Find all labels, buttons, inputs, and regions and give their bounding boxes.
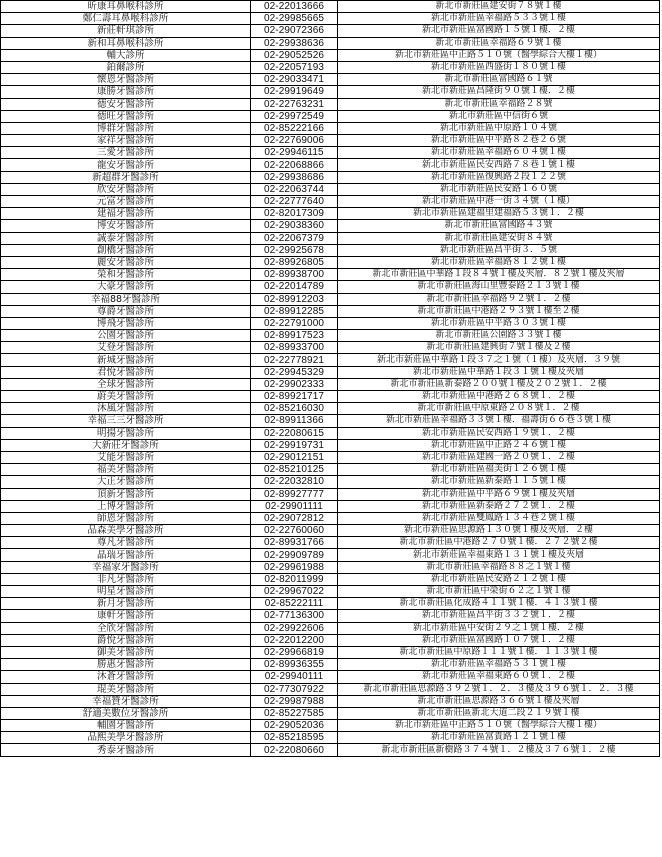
address-cell: 新北市新莊區富國路１５號１樓．２樓 — [338, 25, 660, 37]
table-row — [1, 732, 660, 744]
phone-cell: 02-29922606 — [251, 622, 338, 634]
clinic-name-cell: 上博牙醫診所 — [1, 500, 251, 512]
table-row — [1, 354, 660, 366]
address-cell: 新北市新莊區新樹路３７４號１．２樓及３７６號１．２樓 — [338, 744, 660, 756]
phone-cell: 02-29946115 — [251, 147, 338, 159]
address-cell: 新北市新莊區公園路３３號１樓 — [338, 330, 660, 342]
table-row — [1, 598, 660, 610]
clinic-name-cell: 新和耳鼻喉科診所 — [1, 37, 251, 49]
phone-cell: 02-85222111 — [251, 598, 338, 610]
table-row — [1, 695, 660, 707]
table-row — [1, 586, 660, 598]
table-row — [1, 342, 660, 354]
table-row — [1, 439, 660, 451]
address-cell: 新北市新莊區幸福路８１２號１樓 — [338, 256, 660, 268]
address-cell: 新北市新莊區復興路２段１２２號 — [338, 171, 660, 183]
phone-cell: 02-29925678 — [251, 244, 338, 256]
clinic-name-cell: 秀泰牙醫診所 — [1, 744, 251, 756]
clinic-name-cell: 三愛牙醫診所 — [1, 147, 251, 159]
phone-cell: 02-22032810 — [251, 476, 338, 488]
address-cell: 新北市新莊區中信街６號 — [338, 110, 660, 122]
table-row — [1, 378, 660, 390]
phone-cell: 02-89921717 — [251, 391, 338, 403]
address-cell: 新北市新莊區幸福路８８之１號１樓 — [338, 561, 660, 573]
clinic-name-cell: 公園牙醫診所 — [1, 330, 251, 342]
table-row — [1, 208, 660, 220]
table-row — [1, 622, 660, 634]
clinic-name-cell: 師恩牙醫診所 — [1, 512, 251, 524]
phone-cell: 02-22778921 — [251, 354, 338, 366]
clinic-name-cell: 艾能牙醫診所 — [1, 451, 251, 463]
table-row — [1, 659, 660, 671]
table-row — [1, 403, 660, 415]
phone-cell: 02-85216030 — [251, 403, 338, 415]
phone-cell: 02-22063744 — [251, 183, 338, 195]
clinic-name-cell: 昕康耳鼻喉科診所 — [1, 1, 251, 13]
table-row — [1, 110, 660, 122]
clinic-name-cell: 頂新牙醫診所 — [1, 488, 251, 500]
clinic-name-cell: 御美牙醫診所 — [1, 646, 251, 658]
table-row — [1, 183, 660, 195]
phone-cell: 02-29985665 — [251, 13, 338, 25]
phone-cell: 02-89938700 — [251, 269, 338, 281]
phone-cell: 02-22014789 — [251, 281, 338, 293]
table-row — [1, 61, 660, 73]
address-cell: 新北市新莊區民安路１６０號 — [338, 183, 660, 195]
clinic-name-cell: 全球牙醫診所 — [1, 378, 251, 390]
table-row — [1, 37, 660, 49]
phone-cell: 02-29012151 — [251, 451, 338, 463]
table-row — [1, 330, 660, 342]
clinic-name-cell: 幸福88牙醫診所 — [1, 293, 251, 305]
clinic-name-cell: 福美牙醫診所 — [1, 464, 251, 476]
clinic-name-cell: 沐蒼牙醫診所 — [1, 671, 251, 683]
table-row — [1, 171, 660, 183]
address-cell: 新北市新莊區中港路２６８號１．２樓 — [338, 391, 660, 403]
address-cell: 新北市新莊區新泰路２００號１樓及２０２號１．２樓 — [338, 378, 660, 390]
clinic-name-cell: 博飛牙醫診所 — [1, 317, 251, 329]
table-row — [1, 391, 660, 403]
clinic-name-cell: 明揚牙醫診所 — [1, 427, 251, 439]
phone-cell: 02-85218595 — [251, 732, 338, 744]
address-cell: 新北市新莊區民安路２１２號１樓 — [338, 573, 660, 585]
table-row — [1, 525, 660, 537]
clinic-name-cell: 品森美學牙醫診所 — [1, 525, 251, 537]
clinic-name-cell: 康軒牙醫診所 — [1, 610, 251, 622]
phone-cell: 02-29945329 — [251, 366, 338, 378]
table-row — [1, 512, 660, 524]
table-row — [1, 476, 660, 488]
phone-cell: 02-29987988 — [251, 695, 338, 707]
phone-cell: 02-29919649 — [251, 86, 338, 98]
address-cell: 新北市新莊區海山里豐泰路２１３號１樓 — [338, 281, 660, 293]
clinic-name-cell: 舒適美數位牙醫診所 — [1, 707, 251, 719]
phone-cell: 02-22068866 — [251, 159, 338, 171]
clinic-name-cell: 輔大診所 — [1, 49, 251, 61]
phone-cell: 02-29052036 — [251, 720, 338, 732]
clinic-name-cell: 輔園牙醫診所 — [1, 720, 251, 732]
address-cell: 新北市新莊區中華路１段３１號１樓及夾層 — [338, 366, 660, 378]
table-row — [1, 135, 660, 147]
phone-cell: 02-29967022 — [251, 586, 338, 598]
clinic-name-cell: 博安牙醫診所 — [1, 220, 251, 232]
clinic-name-cell: 晶瑞牙醫診所 — [1, 549, 251, 561]
phone-cell: 02-29961988 — [251, 561, 338, 573]
clinic-name-cell: 建福牙醫診所 — [1, 208, 251, 220]
address-cell: 新北市新莊區幸福路２８號 — [338, 98, 660, 110]
address-cell: 新北市新莊區中正路２４６號１樓 — [338, 439, 660, 451]
table-row — [1, 646, 660, 658]
table-row — [1, 573, 660, 585]
table-row — [1, 196, 660, 208]
clinic-name-cell: 元富牙醫診所 — [1, 196, 251, 208]
clinic-name-cell: 大正牙醫診所 — [1, 476, 251, 488]
clinic-name-cell: 品熙美學牙醫診所 — [1, 732, 251, 744]
address-cell: 新北市新莊區建安街８４號 — [338, 232, 660, 244]
clinic-name-cell: 沐風牙醫診所 — [1, 403, 251, 415]
table-row — [1, 427, 660, 439]
phone-cell: 02-29072366 — [251, 25, 338, 37]
address-cell: 新北市新莊區新泰路２７２號１．２樓 — [338, 500, 660, 512]
address-cell: 新北市新莊區民安西路７８巷１號１樓 — [338, 159, 660, 171]
table-row — [1, 561, 660, 573]
address-cell: 新北市新莊區富國路４３號 — [338, 220, 660, 232]
address-cell: 新北市新莊區思源路３９２號１．２．３樓及３９６號１．２．３樓 — [338, 683, 660, 695]
address-cell: 新北市新莊區昌平街３．５號 — [338, 244, 660, 256]
phone-cell: 02-85222166 — [251, 122, 338, 134]
address-cell: 新北市新莊區建國一路２０號１．２樓 — [338, 451, 660, 463]
clinic-name-cell: 欣安牙醫診所 — [1, 183, 251, 195]
clinic-name-cell: 君悅牙醫診所 — [1, 366, 251, 378]
table-row — [1, 147, 660, 159]
address-cell: 新北市新莊區西盛街１８０號１樓 — [338, 61, 660, 73]
table-row — [1, 13, 660, 25]
table-row — [1, 25, 660, 37]
clinic-name-cell: 非凡牙醫診所 — [1, 573, 251, 585]
address-cell: 新北市新莊區富國路１０７號１．２樓 — [338, 634, 660, 646]
phone-cell: 02-82017309 — [251, 208, 338, 220]
clinic-name-cell: 明星牙醫診所 — [1, 586, 251, 598]
table-row — [1, 256, 660, 268]
clinic-name-cell: 鉑爾診所 — [1, 61, 251, 73]
address-cell: 新北市新莊區中原路１０４號 — [338, 122, 660, 134]
table-row — [1, 49, 660, 61]
address-cell: 新北市新莊區建興街７號１樓及２樓 — [338, 342, 660, 354]
phone-cell: 02-22012200 — [251, 634, 338, 646]
clinic-name-cell: 懷恩牙醫診所 — [1, 74, 251, 86]
address-cell: 新北市新莊區中原東路２０８號１．２樓 — [338, 403, 660, 415]
phone-cell: 02-89927777 — [251, 488, 338, 500]
phone-cell: 02-22080615 — [251, 427, 338, 439]
table-row — [1, 720, 660, 732]
address-cell: 新北市新莊區幸福路５３１號１樓 — [338, 659, 660, 671]
clinic-name-cell: 新超群牙醫診所 — [1, 171, 251, 183]
clinic-name-cell: 琨美牙醫診所 — [1, 683, 251, 695]
table-row — [1, 671, 660, 683]
table-row — [1, 269, 660, 281]
phone-cell: 02-85210125 — [251, 464, 338, 476]
address-cell: 新北市新莊區中港路２７０號１樓．２７２號２樓 — [338, 537, 660, 549]
phone-cell: 02-29901111 — [251, 500, 338, 512]
clinic-name-cell: 德安牙醫診所 — [1, 98, 251, 110]
address-cell: 新北市新莊區中正路５１０號（醫學綜合大樓１樓） — [338, 49, 660, 61]
address-cell: 新北市新莊區幸福路９２號１．２樓 — [338, 293, 660, 305]
phone-cell: 02-29919731 — [251, 439, 338, 451]
phone-cell: 02-89926805 — [251, 256, 338, 268]
table-row — [1, 86, 660, 98]
address-cell: 新北市新莊區中港路２９３號１樓至２樓 — [338, 305, 660, 317]
table-row — [1, 683, 660, 695]
table-row — [1, 464, 660, 476]
clinic-name-cell: 幸福三三牙醫診所 — [1, 415, 251, 427]
clinic-name-cell: 爵悅牙醫診所 — [1, 634, 251, 646]
address-cell: 新北市新莊區中平路８２巷２６號 — [338, 135, 660, 147]
clinic-name-cell: 蔚美牙醫診所 — [1, 391, 251, 403]
phone-cell: 02-29938686 — [251, 171, 338, 183]
clinic-name-cell: 尊凡牙醫診所 — [1, 537, 251, 549]
clinic-name-cell: 新城牙醫診所 — [1, 354, 251, 366]
phone-cell: 02-89911366 — [251, 415, 338, 427]
table-row — [1, 293, 660, 305]
clinic-name-cell: 創橋牙醫診所 — [1, 244, 251, 256]
phone-cell: 02-29966819 — [251, 646, 338, 658]
table-row — [1, 98, 660, 110]
clinic-name-cell: 博群牙醫診所 — [1, 122, 251, 134]
phone-cell: 02-89931766 — [251, 537, 338, 549]
table-row — [1, 500, 660, 512]
clinic-name-cell: 龍安牙醫診所 — [1, 159, 251, 171]
phone-cell: 02-22763231 — [251, 98, 338, 110]
table-row — [1, 610, 660, 622]
address-cell: 新北市新莊區民安西路１９號１．２樓 — [338, 427, 660, 439]
phone-cell: 02-22760060 — [251, 525, 338, 537]
phone-cell: 02-89912285 — [251, 305, 338, 317]
address-cell: 新北市新莊區建福里建福路５３號１．２樓 — [338, 208, 660, 220]
address-cell: 新北市新莊區富國路６１號 — [338, 74, 660, 86]
table-row — [1, 707, 660, 719]
phone-cell: 02-29972549 — [251, 110, 338, 122]
address-cell: 新北市新莊區中平路３０３號１樓 — [338, 317, 660, 329]
phone-cell: 02-22013666 — [251, 1, 338, 13]
table-row — [1, 488, 660, 500]
table-row — [1, 415, 660, 427]
address-cell: 新北市新莊區思源路３６６號１樓及夾層 — [338, 695, 660, 707]
table-row — [1, 305, 660, 317]
address-cell: 新北市新莊區幸福東路１３１號１樓及夾層 — [338, 549, 660, 561]
clinic-name-cell: 幸福家牙醫診所 — [1, 561, 251, 573]
address-cell: 新北市新莊區中原路１１１號１樓．１１３號１樓 — [338, 646, 660, 658]
phone-cell: 02-22067379 — [251, 232, 338, 244]
clinic-name-cell: 德旺牙醫診所 — [1, 110, 251, 122]
address-cell: 新北市新莊區化成路４１１號１樓．４１３號１樓 — [338, 598, 660, 610]
clinic-name-cell: 麗安牙醫診所 — [1, 256, 251, 268]
address-cell: 新北市新莊區昌平街３３２號１．２樓 — [338, 610, 660, 622]
phone-cell: 02-29940111 — [251, 671, 338, 683]
phone-cell: 02-29938636 — [251, 37, 338, 49]
table-row — [1, 634, 660, 646]
phone-cell: 02-82011999 — [251, 573, 338, 585]
phone-cell: 02-77136300 — [251, 610, 338, 622]
table-row — [1, 366, 660, 378]
table-row — [1, 74, 660, 86]
phone-cell: 02-29038360 — [251, 220, 338, 232]
clinic-name-cell: 榮和牙醫診所 — [1, 269, 251, 281]
table-row — [1, 1, 660, 13]
table-row — [1, 232, 660, 244]
address-cell: 新北市新莊區新北大道二段２１９號１樓 — [338, 707, 660, 719]
phone-cell: 02-29052526 — [251, 49, 338, 61]
phone-cell: 02-89933700 — [251, 342, 338, 354]
table-row — [1, 122, 660, 134]
address-cell: 新北市新莊區中平路６９號１樓及夾層 — [338, 488, 660, 500]
clinic-name-cell: 鄭仁壽耳鼻喉科診所 — [1, 13, 251, 25]
table-row — [1, 317, 660, 329]
address-cell: 新北市新莊區幸福東路６０號１．２樓 — [338, 671, 660, 683]
address-cell: 新北市新莊區中榮街６２之１號１樓 — [338, 586, 660, 598]
address-cell: 新北市新莊區中安街２９之１號１樓．２樓 — [338, 622, 660, 634]
phone-cell: 02-29902333 — [251, 378, 338, 390]
address-cell: 新北市新莊區昌隆街９０號１樓．２樓 — [338, 86, 660, 98]
clinic-name-cell: 勝惠牙醫診所 — [1, 659, 251, 671]
phone-cell: 02-89912203 — [251, 293, 338, 305]
clinic-name-cell: 誠泰牙醫診所 — [1, 232, 251, 244]
address-cell: 新北市新莊區福美街１２６號１樓 — [338, 464, 660, 476]
clinic-name-cell: 家祥牙醫診所 — [1, 135, 251, 147]
address-cell: 新北市新莊區中華路１段８４號１樓及夾層．８２號１樓及夾層 — [338, 269, 660, 281]
phone-cell: 02-22769006 — [251, 135, 338, 147]
clinic-name-cell: 新月牙醫診所 — [1, 598, 251, 610]
address-cell: 新北市新莊區中港一街３４號（１樓） — [338, 196, 660, 208]
table-row — [1, 537, 660, 549]
address-cell: 新北市新莊區思源路１３０號１樓及夾層．２樓 — [338, 525, 660, 537]
table-row — [1, 159, 660, 171]
table-row — [1, 220, 660, 232]
phone-cell: 02-89917523 — [251, 330, 338, 342]
address-cell: 新北市新莊區幸福路６０４號１樓 — [338, 147, 660, 159]
clinic-name-cell: 艾登牙醫診所 — [1, 342, 251, 354]
clinic-name-cell: 尊爵牙醫診所 — [1, 305, 251, 317]
address-cell: 新北市新莊區中華路１段３７之１號（１樓）及夾層．３９號 — [338, 354, 660, 366]
phone-cell: 02-29033471 — [251, 74, 338, 86]
phone-cell: 02-22080660 — [251, 744, 338, 756]
address-cell: 新北市新莊區建安街７８號１樓 — [338, 1, 660, 13]
phone-cell: 02-22791000 — [251, 317, 338, 329]
address-cell: 新北市新莊區富貴路１２１號１樓 — [338, 732, 660, 744]
clinic-name-cell: 康勝牙醫診所 — [1, 86, 251, 98]
address-cell: 新北市新莊區幸福路５３３號１樓 — [338, 13, 660, 25]
phone-cell: 02-85227585 — [251, 707, 338, 719]
address-cell: 新北市新莊區雙鳳路１３４巷２號１樓 — [338, 512, 660, 524]
address-cell: 新北市新莊區新泰路１１５號１樓 — [338, 476, 660, 488]
table-row — [1, 744, 660, 756]
clinic-name-cell: 幸福贊牙醫診所 — [1, 695, 251, 707]
address-cell: 新北市新莊區幸福路６９號１樓 — [338, 37, 660, 49]
table-row — [1, 281, 660, 293]
clinic-name-cell: 大豪牙醫診所 — [1, 281, 251, 293]
address-cell: 新北市新莊區中正路５１０號（醫學綜合大樓１樓） — [338, 720, 660, 732]
table-row — [1, 451, 660, 463]
phone-cell: 02-89936355 — [251, 659, 338, 671]
phone-cell: 02-77307922 — [251, 683, 338, 695]
phone-cell: 02-29072812 — [251, 512, 338, 524]
clinic-name-cell: 全欣牙醫診所 — [1, 622, 251, 634]
address-cell: 新北市新莊區幸福路３３號１樓．福壽街６６巷３號１樓 — [338, 415, 660, 427]
phone-cell: 02-22057193 — [251, 61, 338, 73]
phone-cell: 02-29909789 — [251, 549, 338, 561]
table-row — [1, 244, 660, 256]
clinic-name-cell: 新莊軒琪診所 — [1, 25, 251, 37]
phone-cell: 02-22777640 — [251, 196, 338, 208]
table-row — [1, 549, 660, 561]
clinic-name-cell: 大新莊牙醫診所 — [1, 439, 251, 451]
clinic-table-body — [1, 1, 660, 757]
